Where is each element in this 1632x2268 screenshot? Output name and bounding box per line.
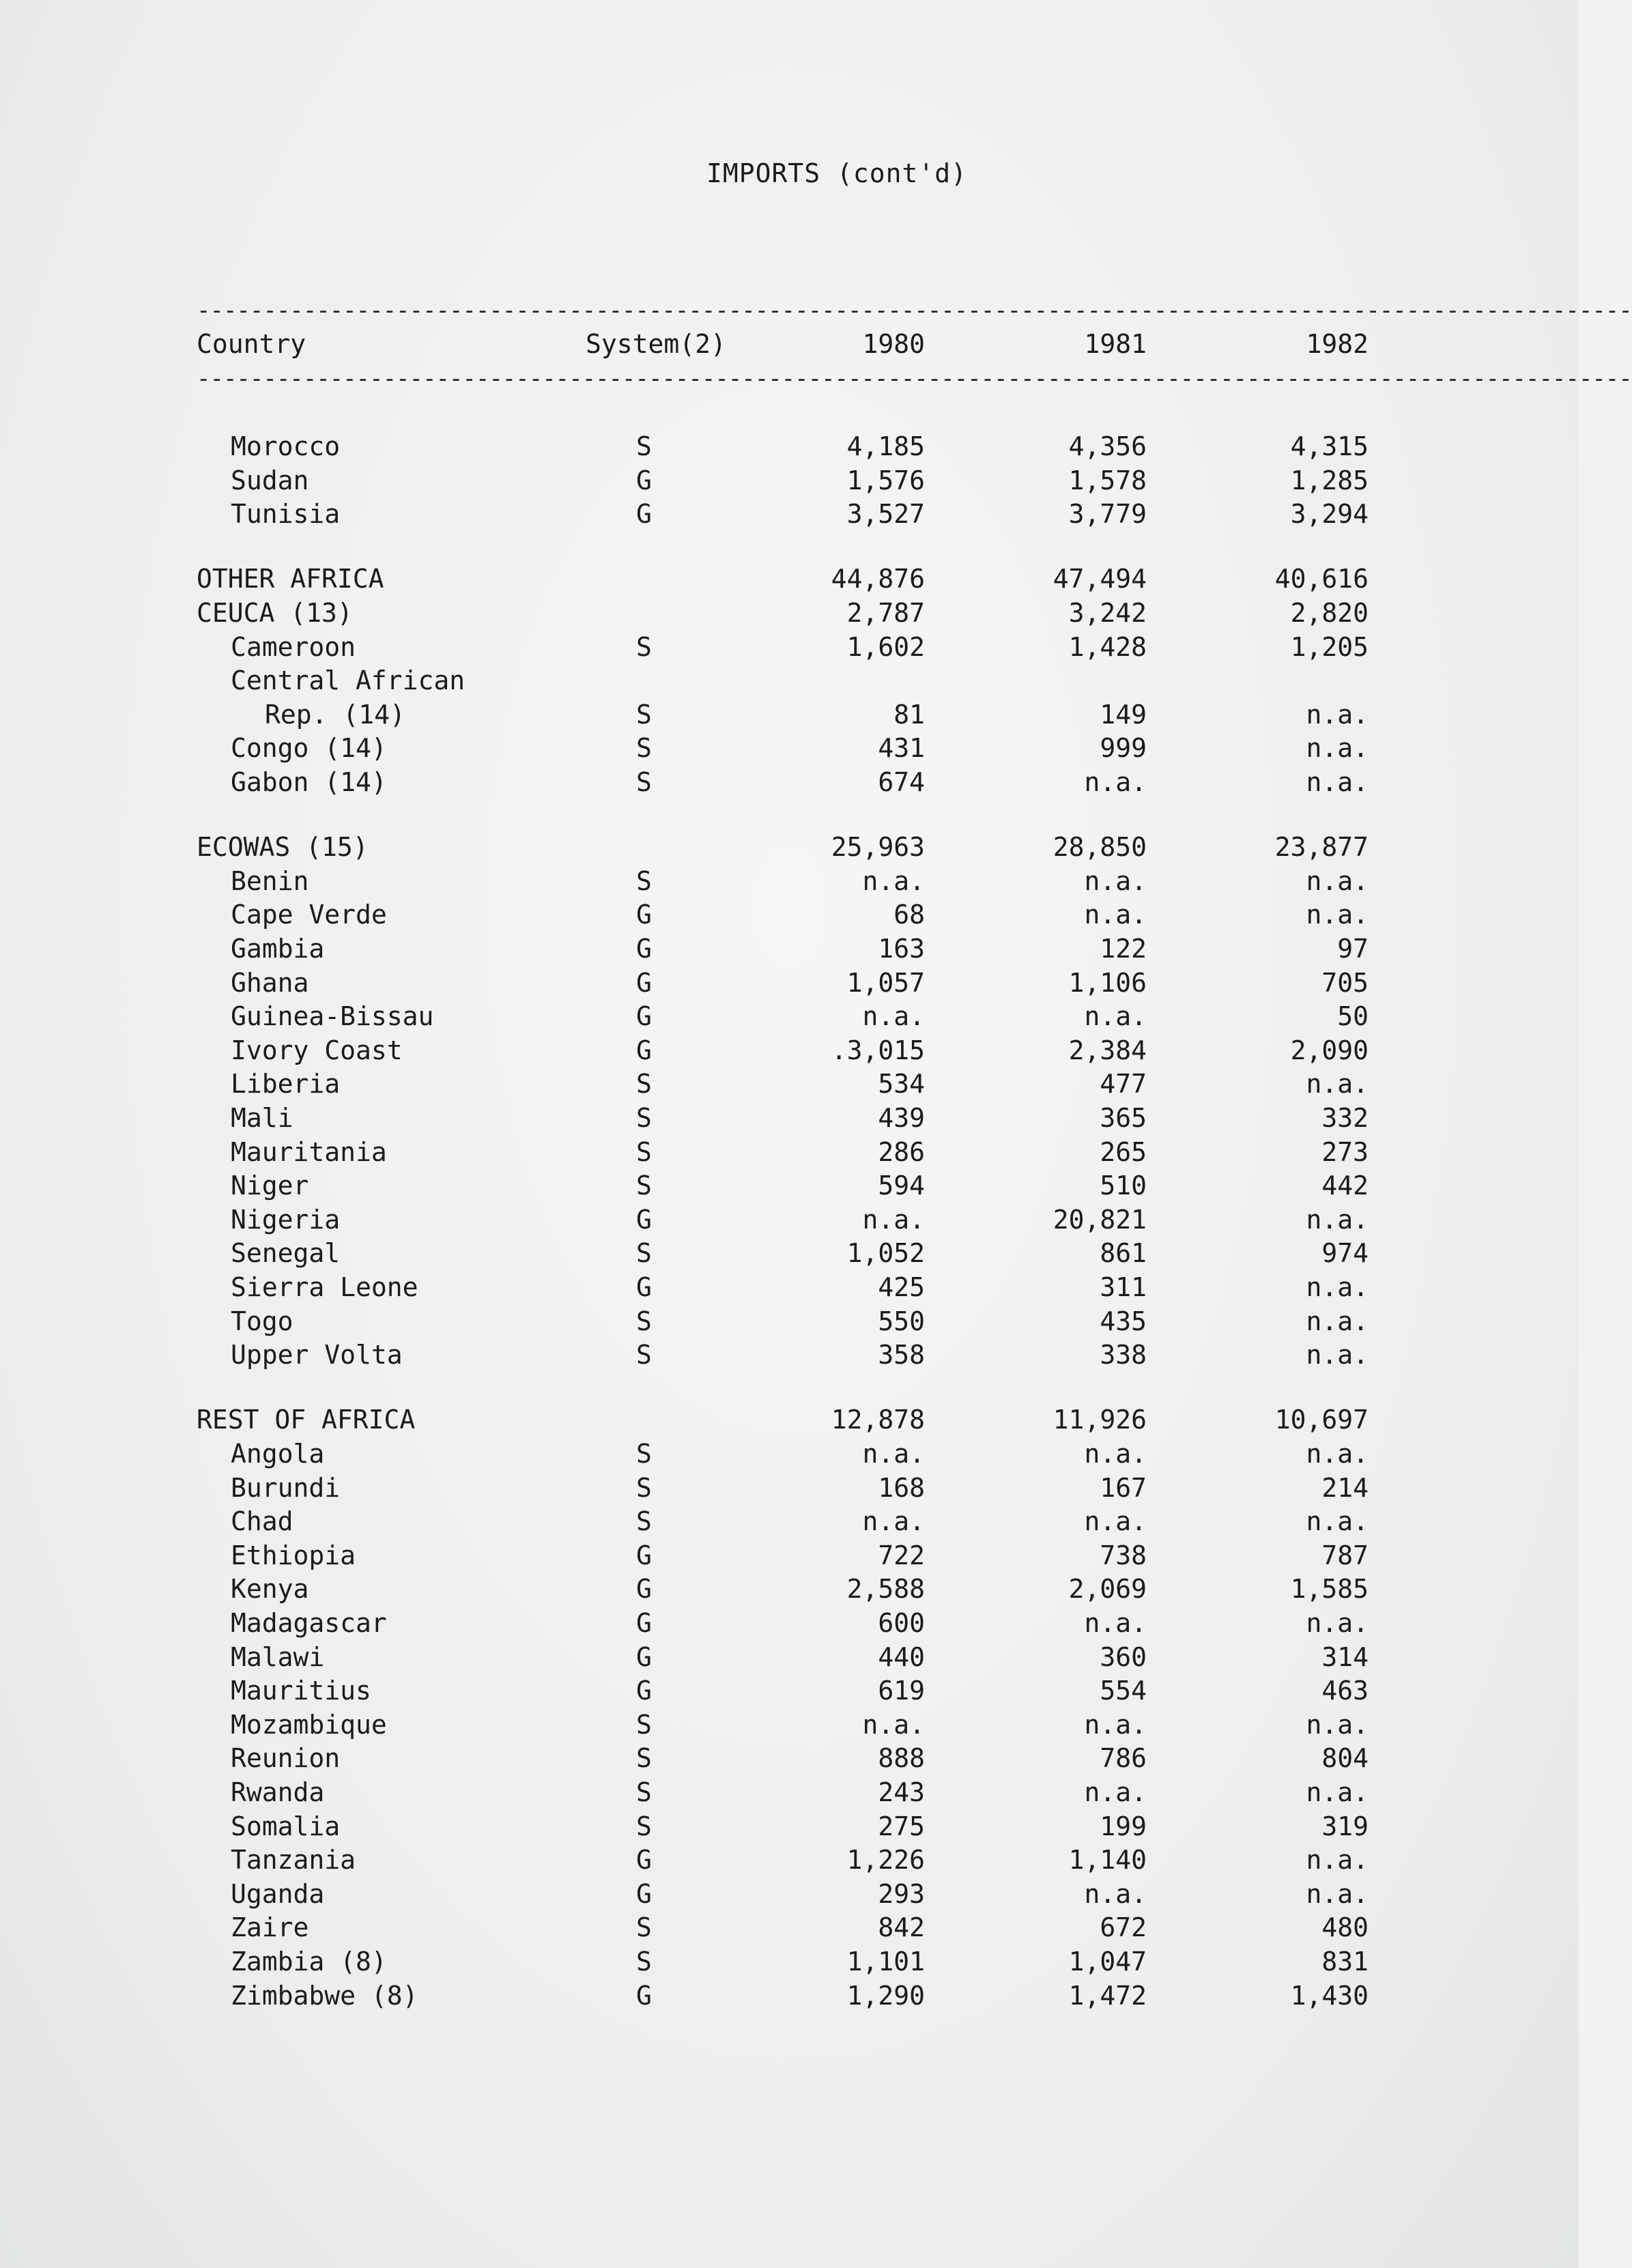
country-cell: Zaire <box>231 1912 309 1942</box>
value-1982-cell: n.a. <box>1306 1340 1369 1370</box>
value-1980-cell: n.a. <box>862 866 925 896</box>
value-1981-cell: n.a. <box>1084 1001 1147 1031</box>
value-1982-cell: 314 <box>1321 1642 1369 1672</box>
system-cell: G <box>636 1608 652 1638</box>
value-1982-cell: 2,820 <box>1290 598 1369 628</box>
value-1982-cell: 705 <box>1321 968 1369 998</box>
value-1981-cell: 999 <box>1100 733 1147 763</box>
system-cell: S <box>636 1340 652 1370</box>
table-row <box>0 968 1579 1002</box>
value-1981-cell: 1,106 <box>1068 968 1147 998</box>
value-1981-cell: n.a. <box>1084 900 1147 930</box>
table-row <box>0 431 1579 465</box>
table-row <box>0 1001 1579 1035</box>
country-cell: REST OF AFRICA <box>197 1405 416 1435</box>
system-cell: S <box>636 1912 652 1942</box>
value-1981-cell: n.a. <box>1084 1608 1147 1638</box>
value-1980-cell: 168 <box>878 1473 925 1503</box>
value-1980-cell: .3,015 <box>831 1035 925 1065</box>
value-1981-cell: 3,779 <box>1068 499 1147 529</box>
country-cell: OTHER AFRICA <box>197 564 384 594</box>
country-cell: Morocco <box>231 431 341 461</box>
value-1982-cell: 273 <box>1321 1137 1369 1167</box>
value-1982-cell: 1,430 <box>1290 1981 1369 2011</box>
table-row <box>0 564 1579 598</box>
value-1980-cell: 25,963 <box>831 832 925 862</box>
system-cell: S <box>636 1069 652 1099</box>
value-1981-cell: 1,428 <box>1068 632 1147 662</box>
value-1982-cell: n.a. <box>1306 1205 1369 1235</box>
table-row <box>0 866 1579 900</box>
table-row <box>0 1506 1579 1540</box>
table-row <box>0 1947 1579 1981</box>
table-row <box>0 1473 1579 1507</box>
value-1982-cell: 480 <box>1321 1912 1369 1942</box>
country-cell: Benin <box>231 866 309 896</box>
table-row <box>0 1272 1579 1306</box>
system-cell: S <box>636 1811 652 1841</box>
value-1982-cell: 50 <box>1337 1001 1369 1031</box>
table-row <box>0 934 1579 968</box>
table-row <box>0 1912 1579 1947</box>
country-cell: Central African <box>231 665 466 695</box>
header-system: System(2) <box>586 329 726 359</box>
system-cell: S <box>636 1743 652 1773</box>
table-row <box>0 665 1579 700</box>
system-cell: G <box>636 900 652 930</box>
page-title: IMPORTS (cont'd) <box>706 158 968 188</box>
country-cell: Rep. (14) <box>265 700 405 730</box>
value-1982-cell: 332 <box>1321 1103 1369 1133</box>
value-1982-cell: n.a. <box>1306 1272 1369 1302</box>
value-1981-cell: 1,047 <box>1068 1947 1147 1977</box>
country-cell: Liberia <box>231 1069 341 1099</box>
value-1980-cell: 1,576 <box>846 465 925 496</box>
country-cell: CEUCA (13) <box>197 598 353 628</box>
value-1982-cell: 974 <box>1321 1238 1369 1268</box>
value-1981-cell: 554 <box>1100 1676 1147 1706</box>
value-1980-cell: n.a. <box>862 1439 925 1469</box>
system-cell: G <box>636 1272 652 1302</box>
country-cell: Mauritius <box>231 1676 371 1706</box>
table-row <box>0 1103 1579 1137</box>
value-1980-cell: 1,602 <box>846 632 925 662</box>
table-top-rule: ------------------------------------------------------------------------------------------------------------ <box>197 297 1632 324</box>
value-1980-cell: 425 <box>878 1272 925 1302</box>
value-1982-cell: n.a. <box>1306 1306 1369 1336</box>
value-1982-cell: 97 <box>1337 934 1369 964</box>
value-1981-cell: 2,384 <box>1068 1035 1147 1065</box>
system-cell: S <box>636 431 652 461</box>
value-1981-cell: 149 <box>1100 700 1147 730</box>
value-1980-cell: 594 <box>878 1171 925 1201</box>
value-1982-cell: n.a. <box>1306 1879 1369 1909</box>
table-row <box>0 1069 1579 1103</box>
value-1981-cell: n.a. <box>1084 1879 1147 1909</box>
table-row <box>0 700 1579 734</box>
value-1980-cell: 44,876 <box>831 564 925 594</box>
country-cell: Zimbabwe (8) <box>231 1981 418 2011</box>
value-1982-cell: 2,090 <box>1290 1035 1369 1065</box>
country-cell: Mali <box>231 1103 294 1133</box>
value-1981-cell: 365 <box>1100 1103 1147 1133</box>
system-cell: G <box>636 465 652 496</box>
country-cell: Zambia (8) <box>231 1947 387 1977</box>
system-cell: G <box>636 934 652 964</box>
system-cell: G <box>636 499 652 529</box>
country-cell: Angola <box>231 1439 325 1469</box>
country-cell: Gabon (14) <box>231 767 387 797</box>
system-cell: G <box>636 1035 652 1065</box>
value-1980-cell: 619 <box>878 1676 925 1706</box>
table-row <box>0 1811 1579 1846</box>
value-1982-cell: 4,315 <box>1290 431 1369 461</box>
system-cell: S <box>636 1171 652 1201</box>
table-row <box>0 499 1579 533</box>
country-cell: Malawi <box>231 1642 325 1672</box>
country-cell: Congo (14) <box>231 733 387 763</box>
table-row <box>0 1608 1579 1642</box>
country-cell: Cape Verde <box>231 900 387 930</box>
table-row <box>0 632 1579 666</box>
country-cell: Sudan <box>231 465 309 496</box>
value-1981-cell: 122 <box>1100 934 1147 964</box>
value-1982-cell: 787 <box>1321 1540 1369 1570</box>
country-cell: Gambia <box>231 934 325 964</box>
value-1980-cell: 431 <box>878 733 925 763</box>
system-cell: G <box>636 1845 652 1875</box>
value-1981-cell: n.a. <box>1084 866 1147 896</box>
value-1980-cell: 358 <box>878 1340 925 1370</box>
table-row <box>0 1540 1579 1575</box>
value-1981-cell: 738 <box>1100 1540 1147 1570</box>
value-1981-cell: 861 <box>1100 1238 1147 1268</box>
country-cell: ECOWAS (15) <box>197 832 369 862</box>
value-1980-cell: 2,588 <box>846 1574 925 1604</box>
value-1981-cell: 360 <box>1100 1642 1147 1672</box>
value-1980-cell: 68 <box>893 900 925 930</box>
system-cell: G <box>636 1981 652 2011</box>
value-1982-cell: 1,285 <box>1290 465 1369 496</box>
table-row <box>0 733 1579 767</box>
value-1982-cell: n.a. <box>1306 767 1369 797</box>
country-cell: Mozambique <box>231 1710 387 1740</box>
system-cell: G <box>636 1574 652 1604</box>
value-1982-cell: n.a. <box>1306 1710 1369 1740</box>
value-1980-cell: 534 <box>878 1069 925 1099</box>
value-1981-cell: 311 <box>1100 1272 1147 1302</box>
value-1981-cell: n.a. <box>1084 1710 1147 1740</box>
value-1980-cell: 2,787 <box>846 598 925 628</box>
value-1980-cell: n.a. <box>862 1205 925 1235</box>
value-1982-cell: 442 <box>1321 1171 1369 1201</box>
system-cell: G <box>636 1205 652 1235</box>
value-1980-cell: 674 <box>878 767 925 797</box>
value-1982-cell: 40,616 <box>1274 564 1369 594</box>
value-1982-cell: n.a. <box>1306 1069 1369 1099</box>
value-1980-cell: 842 <box>878 1912 925 1942</box>
value-1982-cell: 319 <box>1321 1811 1369 1841</box>
value-1981-cell: 47,494 <box>1053 564 1147 594</box>
table-row <box>0 1439 1579 1473</box>
country-cell: Sierra Leone <box>231 1272 418 1302</box>
table-row <box>0 1306 1579 1340</box>
value-1982-cell: 23,877 <box>1274 832 1369 862</box>
country-cell: Somalia <box>231 1811 341 1841</box>
system-cell: S <box>636 1947 652 1977</box>
system-cell: S <box>636 1137 652 1167</box>
value-1980-cell: 1,290 <box>846 1981 925 2011</box>
value-1982-cell: n.a. <box>1306 1845 1369 1875</box>
country-cell: Tunisia <box>231 499 341 529</box>
value-1981-cell: 338 <box>1100 1340 1147 1370</box>
table-row <box>0 1405 1579 1439</box>
value-1982-cell: 214 <box>1321 1473 1369 1503</box>
value-1980-cell: 81 <box>893 700 925 730</box>
header-1980: 1980 <box>862 329 925 359</box>
system-cell: S <box>636 767 652 797</box>
value-1982-cell: n.a. <box>1306 1506 1369 1536</box>
value-1981-cell: 167 <box>1100 1473 1147 1503</box>
system-cell: S <box>636 700 652 730</box>
value-1980-cell: 1,226 <box>846 1845 925 1875</box>
value-1982-cell: 804 <box>1321 1743 1369 1773</box>
value-1981-cell: 1,578 <box>1068 465 1147 496</box>
system-cell: S <box>636 1306 652 1336</box>
system-cell: S <box>636 733 652 763</box>
country-cell: Nigeria <box>231 1205 341 1235</box>
table-row <box>0 1642 1579 1676</box>
header-country: Country <box>197 329 306 359</box>
value-1982-cell: 831 <box>1321 1947 1369 1977</box>
value-1981-cell: n.a. <box>1084 1506 1147 1536</box>
value-1982-cell: n.a. <box>1306 1777 1369 1807</box>
table-row <box>0 1574 1579 1608</box>
value-1980-cell: 722 <box>878 1540 925 1570</box>
value-1980-cell: 243 <box>878 1777 925 1807</box>
table-row <box>0 1676 1579 1710</box>
country-cell: Senegal <box>231 1238 341 1268</box>
value-1981-cell: 1,140 <box>1068 1845 1147 1875</box>
table-row <box>0 767 1579 801</box>
system-cell: S <box>636 1439 652 1469</box>
table-row <box>0 1845 1579 1879</box>
value-1980-cell: 3,527 <box>846 499 925 529</box>
value-1980-cell: n.a. <box>862 1506 925 1536</box>
value-1981-cell: 199 <box>1100 1811 1147 1841</box>
table-row <box>0 1171 1579 1205</box>
value-1980-cell: 293 <box>878 1879 925 1909</box>
value-1982-cell: n.a. <box>1306 733 1369 763</box>
value-1981-cell: 477 <box>1100 1069 1147 1099</box>
value-1982-cell: 10,697 <box>1274 1405 1369 1435</box>
header-1981: 1981 <box>1084 329 1147 359</box>
country-cell: Upper Volta <box>231 1340 403 1370</box>
country-cell: Ghana <box>231 968 309 998</box>
table-row <box>0 1238 1579 1272</box>
value-1980-cell: 1,101 <box>846 1947 925 1977</box>
table-row <box>0 598 1579 632</box>
value-1981-cell: 28,850 <box>1053 832 1147 862</box>
value-1982-cell: 1,205 <box>1290 632 1369 662</box>
table-row <box>0 1137 1579 1171</box>
system-cell: S <box>636 1103 652 1133</box>
system-cell: G <box>636 1001 652 1031</box>
table-row <box>0 465 1579 500</box>
country-cell: Cameroon <box>231 632 356 662</box>
system-cell: S <box>636 1710 652 1740</box>
country-cell: Niger <box>231 1171 309 1201</box>
country-cell: Rwanda <box>231 1777 325 1807</box>
country-cell: Burundi <box>231 1473 341 1503</box>
table-row <box>0 900 1579 934</box>
value-1982-cell: 1,585 <box>1290 1574 1369 1604</box>
value-1980-cell: 163 <box>878 934 925 964</box>
table-row <box>0 1981 1579 2015</box>
country-cell: Chad <box>231 1506 294 1536</box>
value-1980-cell: 4,185 <box>846 431 925 461</box>
value-1982-cell: n.a. <box>1306 1608 1369 1638</box>
value-1980-cell: 440 <box>878 1642 925 1672</box>
value-1982-cell: 463 <box>1321 1676 1369 1706</box>
country-cell: Uganda <box>231 1879 325 1909</box>
table-row <box>0 1035 1579 1070</box>
system-cell: S <box>636 866 652 896</box>
value-1982-cell: 3,294 <box>1290 499 1369 529</box>
table-header-rule: ------------------------------------------------------------------------------------------------------------ <box>197 365 1632 392</box>
country-cell: Reunion <box>231 1743 341 1773</box>
country-cell: Tanzania <box>231 1845 356 1875</box>
value-1981-cell: n.a. <box>1084 1777 1147 1807</box>
table-row <box>0 1205 1579 1239</box>
system-cell: G <box>636 1642 652 1672</box>
value-1980-cell: 12,878 <box>831 1405 925 1435</box>
table-row <box>0 1879 1579 1913</box>
value-1980-cell: 439 <box>878 1103 925 1133</box>
country-cell: Mauritania <box>231 1137 387 1167</box>
value-1981-cell: n.a. <box>1084 1439 1147 1469</box>
value-1980-cell: 888 <box>878 1743 925 1773</box>
value-1981-cell: 265 <box>1100 1137 1147 1167</box>
value-1980-cell: 286 <box>878 1137 925 1167</box>
system-cell: G <box>636 1879 652 1909</box>
system-cell: S <box>636 1777 652 1807</box>
system-cell: S <box>636 632 652 662</box>
value-1980-cell: n.a. <box>862 1001 925 1031</box>
table-row <box>0 1743 1579 1777</box>
value-1982-cell: n.a. <box>1306 1439 1369 1469</box>
value-1982-cell: n.a. <box>1306 700 1369 730</box>
table-row <box>0 1777 1579 1811</box>
value-1981-cell: 435 <box>1100 1306 1147 1336</box>
table-row <box>0 832 1579 866</box>
value-1980-cell: 275 <box>878 1811 925 1841</box>
system-cell: G <box>636 1676 652 1706</box>
value-1980-cell: n.a. <box>862 1710 925 1740</box>
value-1981-cell: 11,926 <box>1053 1405 1147 1435</box>
value-1981-cell: n.a. <box>1084 767 1147 797</box>
value-1981-cell: 20,821 <box>1053 1205 1147 1235</box>
country-cell: Ivory Coast <box>231 1035 403 1065</box>
country-cell: Kenya <box>231 1574 309 1604</box>
value-1980-cell: 550 <box>878 1306 925 1336</box>
value-1980-cell: 600 <box>878 1608 925 1638</box>
value-1981-cell: 4,356 <box>1068 431 1147 461</box>
value-1981-cell: 786 <box>1100 1743 1147 1773</box>
value-1980-cell: 1,057 <box>846 968 925 998</box>
table-row <box>0 1710 1579 1744</box>
value-1980-cell: 1,052 <box>846 1238 925 1268</box>
country-cell: Madagascar <box>231 1608 387 1638</box>
value-1982-cell: n.a. <box>1306 900 1369 930</box>
country-cell: Guinea-Bissau <box>231 1001 434 1031</box>
system-cell: S <box>636 1473 652 1503</box>
value-1981-cell: 510 <box>1100 1171 1147 1201</box>
value-1982-cell: n.a. <box>1306 866 1369 896</box>
header-1982: 1982 <box>1306 329 1369 359</box>
system-cell: S <box>636 1506 652 1536</box>
system-cell: S <box>636 1238 652 1268</box>
value-1981-cell: 1,472 <box>1068 1981 1147 2011</box>
country-cell: Ethiopia <box>231 1540 356 1570</box>
system-cell: G <box>636 1540 652 1570</box>
value-1981-cell: 3,242 <box>1068 598 1147 628</box>
table-row <box>0 1340 1579 1374</box>
value-1981-cell: 672 <box>1100 1912 1147 1942</box>
country-cell: Togo <box>231 1306 294 1336</box>
system-cell: G <box>636 968 652 998</box>
value-1981-cell: 2,069 <box>1068 1574 1147 1604</box>
